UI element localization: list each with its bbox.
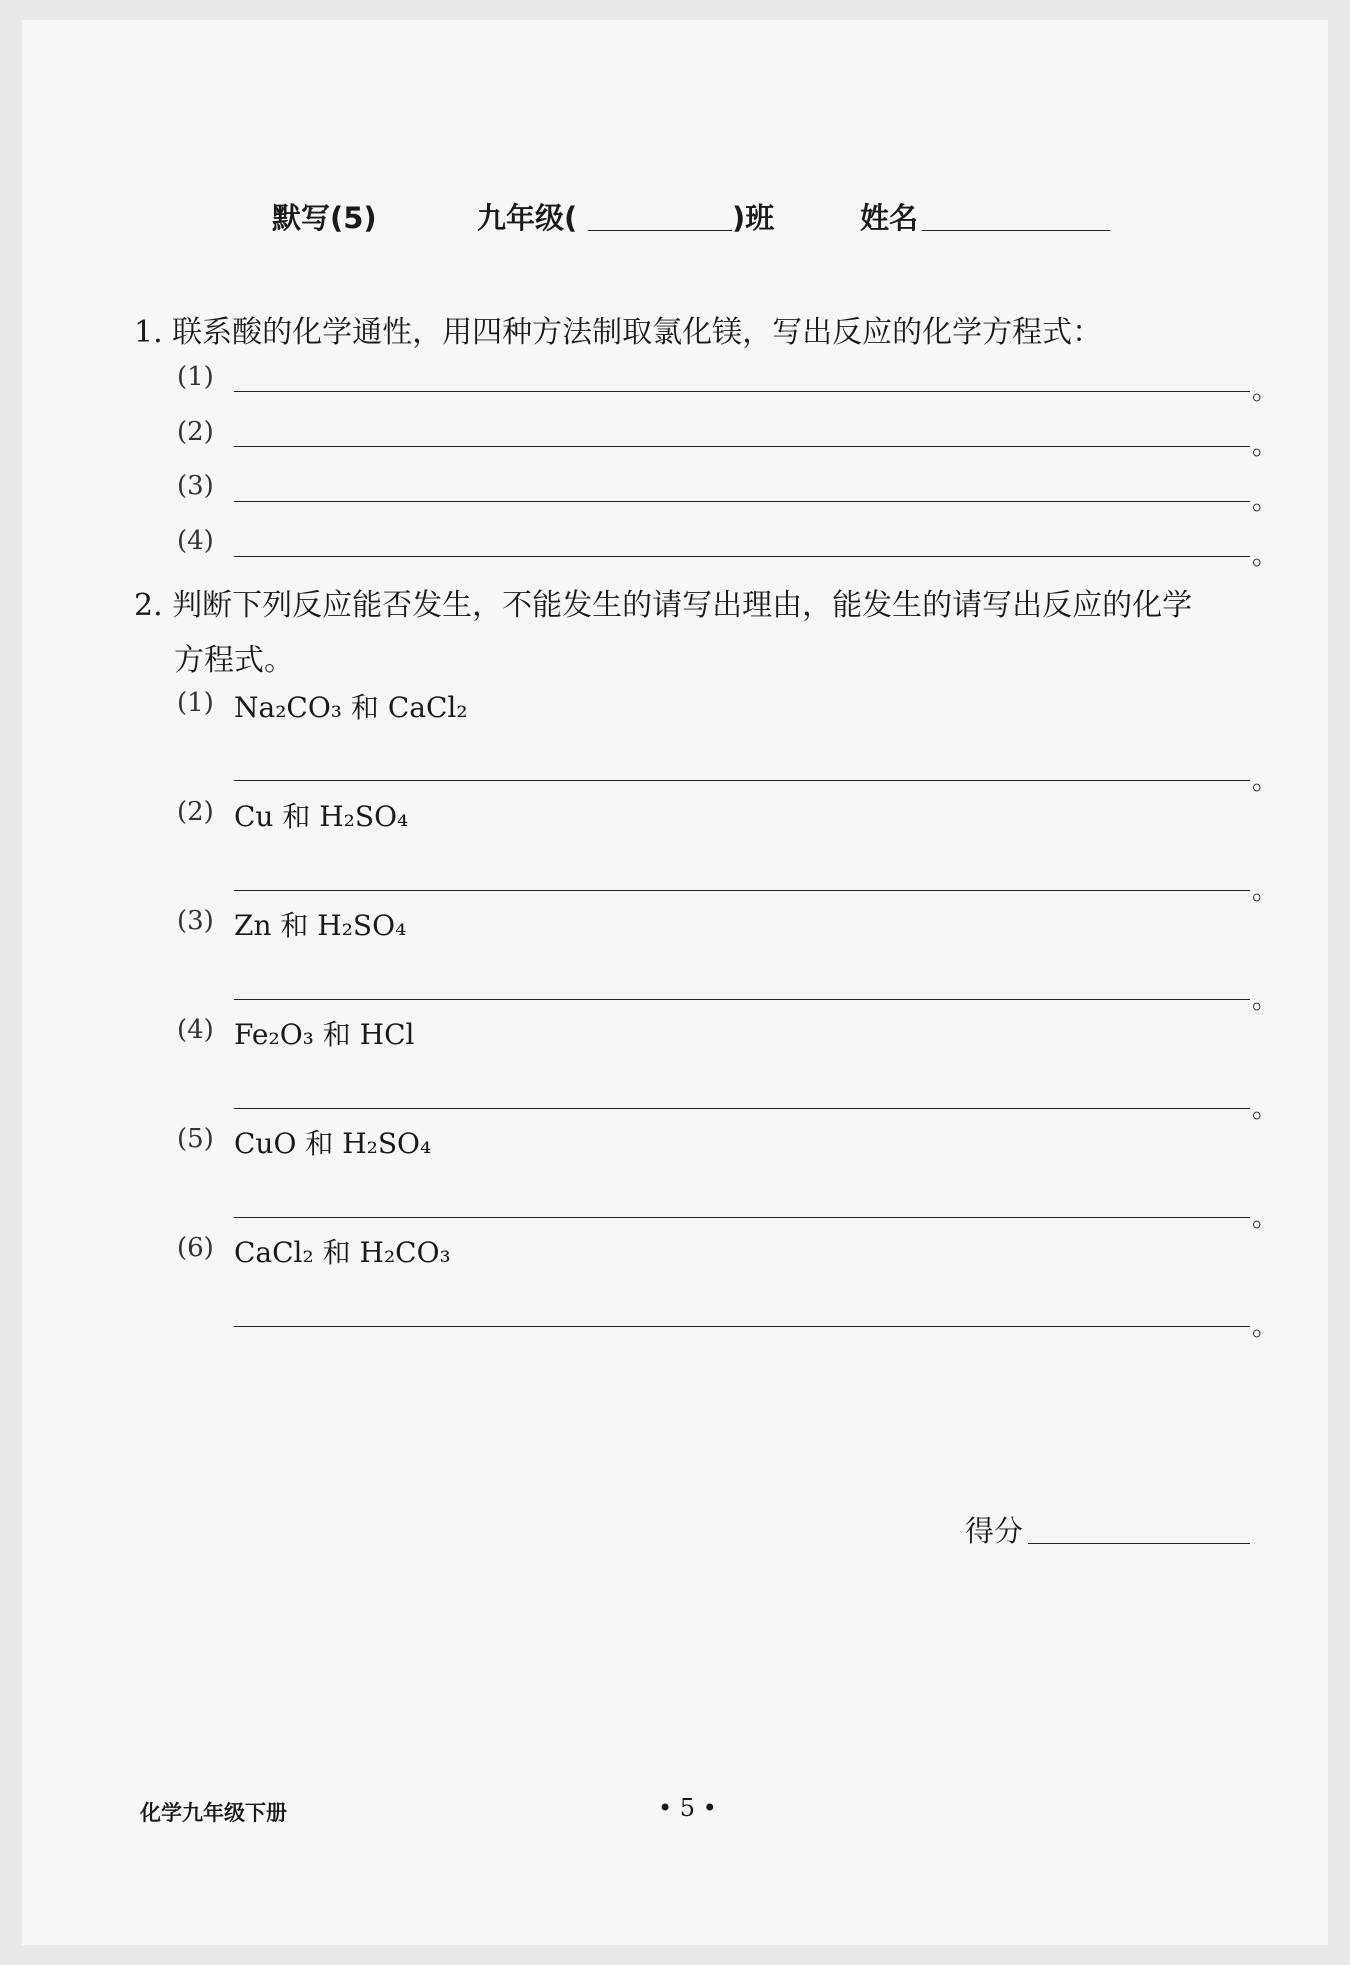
grade-suffix: )班: [732, 201, 775, 235]
q2-item-3-period: 。: [1252, 985, 1279, 1015]
footer-book-title: 化学九年级下册: [140, 1801, 287, 1825]
q2-item-4-number: (4): [177, 1015, 214, 1045]
q2-item-4-answer-line[interactable]: [234, 1108, 1250, 1109]
grade-prefix: 九年级(: [477, 201, 578, 235]
q2-item-2-number: (2): [177, 797, 214, 827]
q2-item-2-reactants: Cu 和 H₂SO₄: [234, 800, 409, 833]
q2-item-1-reactants: Na₂CO₃ 和 CaCl₂: [234, 691, 468, 724]
q2-item-3-answer-line[interactable]: [234, 999, 1250, 1000]
q1-item-2-period: 。: [1252, 431, 1279, 461]
q1-item-2-number: (2): [177, 417, 214, 447]
q1-item-1-number: (1): [177, 362, 214, 392]
question-2-prompt-line-1: 2. 判断下列反应能否发生，不能发生的请写出理由，能发生的请写出反应的化学: [134, 588, 1193, 623]
name-label: 姓名: [860, 201, 919, 235]
q2-item-6-period: 。: [1252, 1312, 1279, 1342]
q2-item-1-number: (1): [177, 688, 214, 718]
q1-item-4-period: 。: [1252, 541, 1279, 571]
q2-item-6-reactants: CaCl₂ 和 H₂CO₃: [234, 1236, 451, 1269]
q2-item-6-number: (6): [177, 1233, 214, 1263]
score-label: 得分: [965, 1514, 1024, 1548]
q2-item-5-number: (5): [177, 1124, 214, 1154]
q2-item-5-answer-line[interactable]: [234, 1217, 1250, 1218]
q2-item-4-reactants: Fe₂O₃ 和 HCl: [234, 1018, 415, 1051]
q1-item-3-answer-line[interactable]: [234, 501, 1250, 502]
q1-item-2-answer-line[interactable]: [234, 446, 1250, 447]
q1-item-3-period: 。: [1252, 486, 1279, 516]
score-blank[interactable]: [1028, 1543, 1250, 1544]
q1-item-1-period: 。: [1252, 376, 1279, 406]
page-number: • 5 •: [658, 1794, 717, 1822]
q2-item-5-period: 。: [1252, 1203, 1279, 1233]
name-blank[interactable]: [922, 230, 1110, 231]
q1-item-4-answer-line[interactable]: [234, 556, 1250, 557]
worksheet-title: 默写(5): [272, 201, 377, 235]
q1-item-1-answer-line[interactable]: [234, 391, 1250, 392]
question-1-prompt: 1. 联系酸的化学通性，用四种方法制取氯化镁，写出反应的化学方程式：: [134, 315, 1103, 350]
q2-item-6-answer-line[interactable]: [234, 1326, 1250, 1327]
q2-item-3-number: (3): [177, 906, 214, 936]
q2-item-4-period: 。: [1252, 1094, 1279, 1124]
q2-item-1-period: 。: [1252, 766, 1279, 796]
worksheet-page: [22, 20, 1328, 1945]
q1-item-3-number: (3): [177, 471, 214, 501]
q2-item-2-period: 。: [1252, 876, 1279, 906]
class-blank[interactable]: [588, 230, 732, 231]
question-2-prompt-line-2: 方程式。: [174, 643, 294, 678]
q2-item-1-answer-line[interactable]: [234, 780, 1250, 781]
q2-item-2-answer-line[interactable]: [234, 890, 1250, 891]
q2-item-3-reactants: Zn 和 H₂SO₄: [234, 909, 407, 942]
q1-item-4-number: (4): [177, 526, 214, 556]
q2-item-5-reactants: CuO 和 H₂SO₄: [234, 1127, 432, 1160]
